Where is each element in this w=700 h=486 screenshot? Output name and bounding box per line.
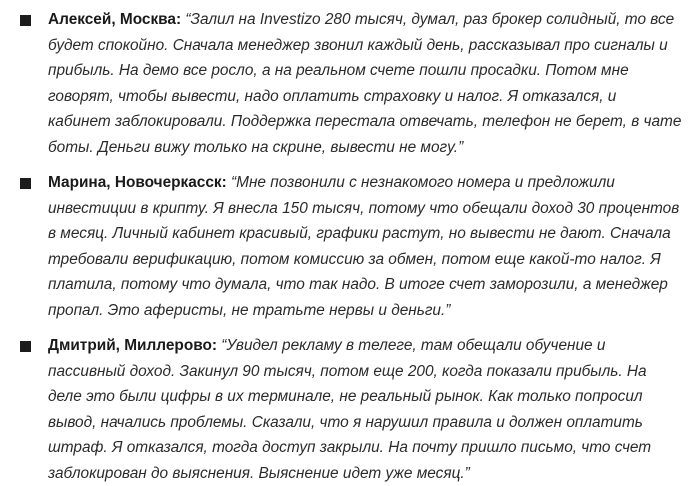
- review-item: [0, 333, 700, 486]
- review-item: [0, 0, 700, 160]
- square-bullet-icon: [20, 341, 31, 352]
- review-item: [0, 170, 700, 323]
- review-author: Алексей, Москва:: [48, 11, 186, 28]
- review-text: “Мне позвонили с незнакомого номера и предложили инвестиции в крипту. Я внесла 150 тысяч, потому что обещали доход 30 процентов в месяц. Личный кабинет красивый, графики растут, но вывести не дают. Сначала требовали верификацию, потом комиссию за обмен, потом еще какой-то налог. Я платила, потому что думала, что так надо. В итоге счет заморозили, а менеджер пропал. Это аферисты, не тратьте нервы и деньги.”: [48, 174, 680, 319]
- review-author: Марина, Новочеркасск:: [48, 174, 232, 191]
- square-bullet-icon: [20, 15, 31, 26]
- square-bullet-icon: [20, 178, 31, 189]
- review-author: Дмитрий, Миллерово:: [48, 337, 222, 354]
- review-text: “Залил на Investizo 280 тысяч, думал, раз брокер солидный, то все будет спокойно. Сначала менеджер звонил каждый день, рассказывал про сигналы и прибыль. На демо все росло, а на реальном счете пошли просадки. Потом мне говорят, чтобы вывести, надо оплатить страховку и налог. Я отказался, и кабинет заблокировали. Поддержка перестала отвечать, телефон не берет, в чате боты. Деньги вижу только на скрине, вывести не могу.”: [48, 11, 682, 156]
- review-text: “Увидел рекламу в телеге, там обещали обучение и пассивный доход. Закинул 90 тысяч, потом еще 200, когда показали прибыль. На деле это были цифры в их терминале, не реальный рынок. Как только попросил вывод, начались проблемы. Сказали, что я нарушил правила и должен оплатить штраф. Я отказался, тогда доступ закрыли. На почту пришло письмо, что счет заблокирован до выяснения. Выяснение идет уже месяц.”: [48, 337, 652, 482]
